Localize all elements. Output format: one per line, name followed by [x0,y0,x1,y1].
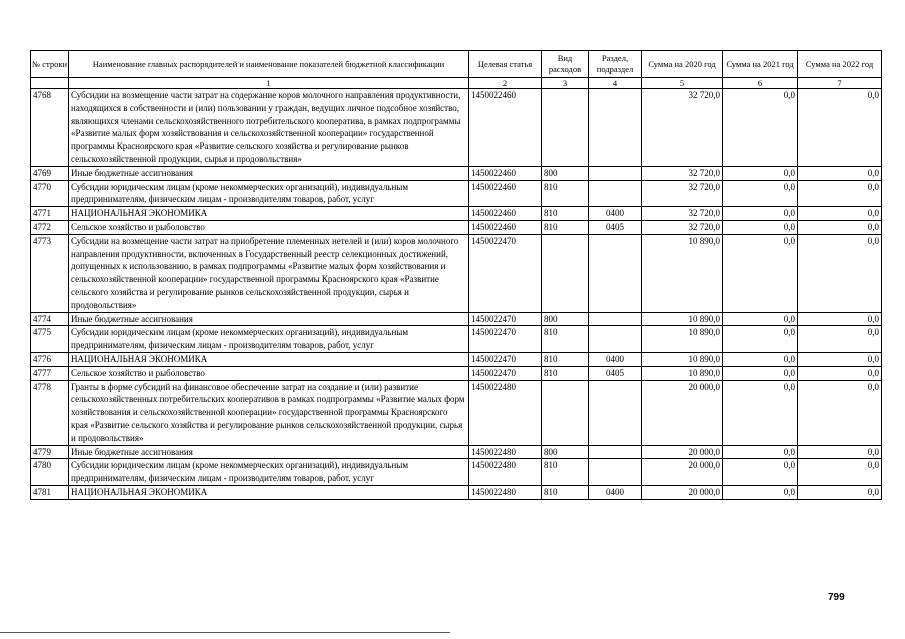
row-number: 4776 [31,352,69,366]
row-sum-2021: 0,0 [723,445,798,459]
table-row [31,459,882,486]
row-target-item: 1450022460 [469,207,542,221]
row-number: 4773 [31,234,69,312]
header-sum-2021: Сумма на 2021 год [723,51,798,78]
row-name: Субсидии юридическим лицам (кроме некоммерческих организаций), индивидуальным предпринимателям, физическим лицам - производителям товаров, работ, услуг [69,459,469,486]
row-sum-2021: 0,0 [723,380,798,445]
row-section: 0405 [589,366,642,380]
row-expense-type: 810 [542,485,589,499]
table-row [31,166,882,180]
column-number: 2 [469,78,542,89]
row-expense-type [542,234,589,312]
row-sum-2020: 10 890,0 [642,312,723,326]
column-number: 4 [589,78,642,89]
row-expense-type [542,380,589,445]
row-expense-type: 810 [542,180,589,207]
row-section: 0400 [589,207,642,221]
row-name: Субсидии на возмещение части затрат на содержание коров молочного направления продуктивности, находящихся в собственности и (или) пользовании у граждан, ведущих личное подсобное хозяйство, являющихся членами сельскохозяйственного потребительского кооператива, в рамках подпрограммы «Развитие малых форм хозяйствования и сельскохозяйственной кооперации» государственной программы Красноярского края «Развитие сельского хозяйства и регулирование рынков сельскохозяйственной продукции, сырья и продовольствия» [69,89,469,167]
page-number: 799 [828,592,845,603]
row-section [589,445,642,459]
row-target-item: 1450022470 [469,312,542,326]
row-sum-2020: 32 720,0 [642,220,723,234]
budget-table [30,50,882,500]
row-name: НАЦИОНАЛЬНАЯ ЭКОНОМИКА [69,352,469,366]
row-target-item: 1450022470 [469,234,542,312]
row-sum-2021: 0,0 [723,166,798,180]
row-name: Иные бюджетные ассигнования [69,312,469,326]
row-sum-2020: 10 890,0 [642,366,723,380]
row-name: Иные бюджетные ассигнования [69,166,469,180]
table-row [31,326,882,353]
row-section [589,326,642,353]
row-number: 4780 [31,459,69,486]
row-sum-2021: 0,0 [723,312,798,326]
header-section: Раздел, подраздел [589,51,642,78]
row-sum-2022: 0,0 [798,459,882,486]
row-target-item: 1450022470 [469,366,542,380]
footer-divider [0,632,450,633]
row-sum-2022: 0,0 [798,234,882,312]
row-sum-2021: 0,0 [723,180,798,207]
row-sum-2022: 0,0 [798,445,882,459]
row-name: Субсидии на возмещение части затрат на приобретение племенных нетелей и (или) коров молочного направления продуктивности, включенных в Государственный реестр селекционных достижений, допущенных к использованию, в рамках подпрограммы «Развитие малых форм хозяйствования и сельскохозяйственной кооперации» государственной программы Красноярского края «Развитие сельского хозяйства и регулирование рынков сельскохозяйственной продукции, сырья и продовольствия» [69,234,469,312]
row-expense-type [542,89,589,167]
table-row [31,234,882,312]
header-expense-type: Вид расходов [542,51,589,78]
row-target-item: 1450022470 [469,326,542,353]
row-expense-type: 800 [542,445,589,459]
row-target-item: 1450022470 [469,352,542,366]
table-row [31,89,882,167]
row-section [589,380,642,445]
row-sum-2021: 0,0 [723,366,798,380]
row-section [589,166,642,180]
row-sum-2022: 0,0 [798,485,882,499]
header-row-no: № строки [31,51,69,78]
row-section [589,312,642,326]
table-row [31,220,882,234]
row-name: Иные бюджетные ассигнования [69,445,469,459]
row-sum-2021: 0,0 [723,485,798,499]
row-section: 0400 [589,485,642,499]
table-row [31,445,882,459]
row-expense-type: 810 [542,207,589,221]
row-name: Субсидии юридическим лицам (кроме некоммерческих организаций), индивидуальным предпринимателям, физическим лицам - производителям товаров, работ, услуг [69,326,469,353]
row-sum-2020: 10 890,0 [642,352,723,366]
row-sum-2021: 0,0 [723,326,798,353]
row-section [589,89,642,167]
column-numbers-row [31,78,882,89]
row-section [589,234,642,312]
row-sum-2020: 32 720,0 [642,207,723,221]
row-sum-2020: 32 720,0 [642,180,723,207]
row-sum-2020: 32 720,0 [642,89,723,167]
row-number: 4778 [31,380,69,445]
table-row [31,312,882,326]
row-target-item: 1450022480 [469,380,542,445]
column-number-blank [31,78,69,89]
header-sum-2020: Сумма на 2020 год [642,51,723,78]
row-expense-type: 810 [542,220,589,234]
row-expense-type: 810 [542,459,589,486]
table-row [31,380,882,445]
row-sum-2020: 10 890,0 [642,326,723,353]
row-number: 4781 [31,485,69,499]
row-target-item: 1450022460 [469,166,542,180]
row-sum-2022: 0,0 [798,180,882,207]
header-target-item: Целевая статья [469,51,542,78]
row-number: 4770 [31,180,69,207]
row-name: НАЦИОНАЛЬНАЯ ЭКОНОМИКА [69,207,469,221]
row-sum-2022: 0,0 [798,89,882,167]
row-number: 4769 [31,166,69,180]
row-number: 4774 [31,312,69,326]
row-sum-2020: 10 890,0 [642,234,723,312]
row-name: Субсидии юридическим лицам (кроме некоммерческих организаций), индивидуальным предпринимателям, физическим лицам - производителям товаров, работ, услуг [69,180,469,207]
row-number: 4772 [31,220,69,234]
column-number: 1 [69,78,469,89]
table-row [31,366,882,380]
table-body [31,89,882,500]
row-sum-2021: 0,0 [723,220,798,234]
row-target-item: 1450022460 [469,220,542,234]
header-sum-2022: Сумма на 2022 год [798,51,882,78]
row-sum-2021: 0,0 [723,234,798,312]
row-sum-2020: 32 720,0 [642,166,723,180]
row-number: 4777 [31,366,69,380]
column-number: 5 [642,78,723,89]
table-row [31,207,882,221]
row-section [589,459,642,486]
row-sum-2020: 20 000,0 [642,380,723,445]
row-sum-2020: 20 000,0 [642,485,723,499]
row-expense-type: 800 [542,166,589,180]
row-sum-2021: 0,0 [723,207,798,221]
row-sum-2022: 0,0 [798,352,882,366]
table-header [31,51,882,89]
row-name: Сельское хозяйство и рыболовство [69,366,469,380]
row-sum-2022: 0,0 [798,326,882,353]
column-number: 7 [798,78,882,89]
table-row [31,485,882,499]
row-name: Гранты в форме субсидий на финансовое обеспечение затрат на создание и (или) развитие сельскохозяйственных потребительских кооперативов в рамках подпрограммы «Развитие малых форм хозяйствования и сельскохозяйственной кооперации» государственной программы Красноярского края «Развитие сельского хозяйства и регулирование рынков сельскохозяйственной продукции, сырья и продовольствия» [69,380,469,445]
column-number: 3 [542,78,589,89]
row-sum-2020: 20 000,0 [642,459,723,486]
row-expense-type: 800 [542,312,589,326]
table-row [31,180,882,207]
row-sum-2021: 0,0 [723,89,798,167]
row-section: 0400 [589,352,642,366]
row-section: 0405 [589,220,642,234]
row-name: НАЦИОНАЛЬНАЯ ЭКОНОМИКА [69,485,469,499]
row-target-item: 1450022460 [469,89,542,167]
row-expense-type: 810 [542,352,589,366]
row-sum-2022: 0,0 [798,207,882,221]
row-sum-2021: 0,0 [723,352,798,366]
row-sum-2022: 0,0 [798,366,882,380]
row-sum-2020: 20 000,0 [642,445,723,459]
row-target-item: 1450022480 [469,445,542,459]
row-target-item: 1450022480 [469,459,542,486]
row-target-item: 1450022460 [469,180,542,207]
row-number: 4779 [31,445,69,459]
row-number: 4771 [31,207,69,221]
row-target-item: 1450022480 [469,485,542,499]
row-sum-2022: 0,0 [798,166,882,180]
row-expense-type: 810 [542,366,589,380]
column-number: 6 [723,78,798,89]
row-sum-2022: 0,0 [798,312,882,326]
row-number: 4768 [31,89,69,167]
row-sum-2021: 0,0 [723,459,798,486]
row-expense-type: 810 [542,326,589,353]
row-number: 4775 [31,326,69,353]
row-name: Сельское хозяйство и рыболовство [69,220,469,234]
row-section [589,180,642,207]
header-name: Наименование главных распорядителей и наименование показателей бюджетной классификации [69,51,469,78]
row-sum-2022: 0,0 [798,380,882,445]
table-row [31,352,882,366]
row-sum-2022: 0,0 [798,220,882,234]
